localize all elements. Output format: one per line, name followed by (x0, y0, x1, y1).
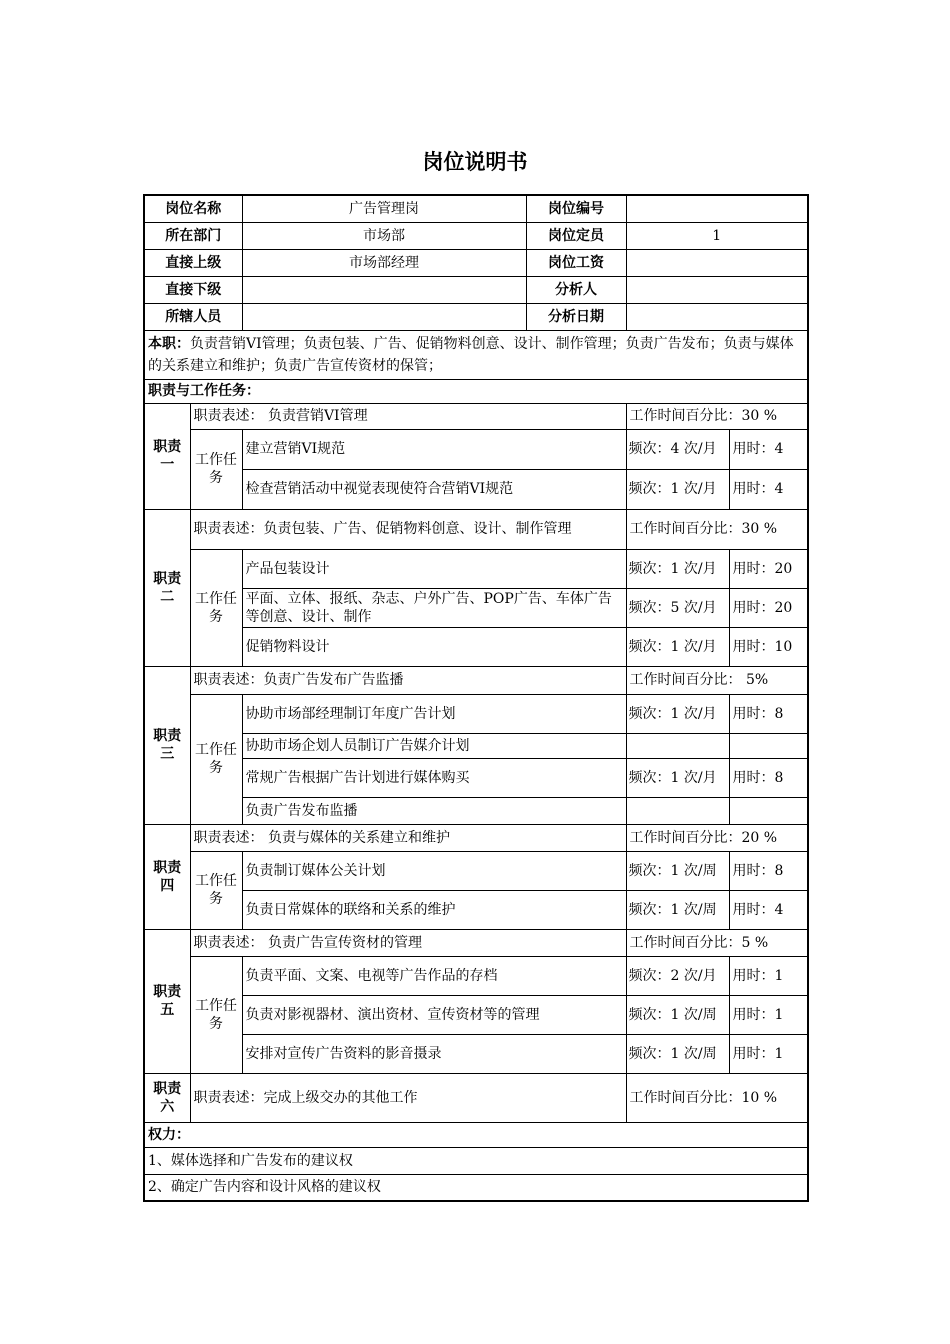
task-row (144, 995, 808, 1034)
task-row (144, 627, 808, 666)
powers-section-label: 权力： (144, 1122, 808, 1147)
duty-statement-row (144, 509, 808, 549)
duty-name (144, 824, 190, 929)
task-row (144, 694, 808, 733)
task-frequency: 频次：5 次/月 (626, 588, 729, 627)
task-text: 负责日常媒体的联络和关系的维护 (242, 890, 626, 929)
duties-section-label: 职责与工作任务： (144, 379, 808, 403)
duty-name-text: 职责一 (153, 439, 182, 473)
role-cell (144, 330, 808, 379)
header-row (144, 249, 808, 276)
position-no-label: 岗位编号 (526, 195, 626, 222)
task-text: 安排对宣传广告资料的影音摄录 (242, 1034, 626, 1073)
duty-statement-row (144, 929, 808, 956)
duty-time-pct: 工作时间百分比：5 % (626, 929, 808, 956)
duties-section-row (144, 379, 808, 403)
task-label: 工作任务 (190, 851, 242, 929)
task-duration (729, 797, 808, 824)
task-text: 协助市场部经理制订年度广告计划 (242, 694, 626, 733)
header-row (144, 195, 808, 222)
headcount-value: 1 (626, 222, 808, 249)
header-row (144, 276, 808, 303)
duty-time-pct: 工作时间百分比：30 % (626, 403, 808, 429)
power-row (144, 1147, 808, 1174)
analyst-value (626, 276, 808, 303)
task-frequency (626, 733, 729, 758)
analyst-label: 分析人 (526, 276, 626, 303)
power-item: 1、媒体选择和广告发布的建议权 (144, 1147, 808, 1174)
role-row (144, 330, 808, 379)
task-row (144, 469, 808, 509)
power-item: 2、确定广告内容和设计风格的建议权 (144, 1174, 808, 1201)
position-no-value (626, 195, 808, 222)
task-frequency: 频次：2 次/月 (626, 956, 729, 995)
task-text: 检查营销活动中视觉表现使符合营销VI规范 (242, 469, 626, 509)
duty-time-pct: 工作时间百分比：10 % (626, 1073, 808, 1122)
headcount-label: 岗位定员 (526, 222, 626, 249)
duty-statement-row (144, 1073, 808, 1122)
duty-time-pct: 工作时间百分比： 5% (626, 666, 808, 694)
duty-name-text: 职责二 (153, 570, 182, 605)
task-frequency (626, 797, 729, 824)
duty-statement: 职责表述：完成上级交办的其他工作 (190, 1073, 626, 1122)
task-frequency: 频次：1 次/周 (626, 1034, 729, 1073)
duty-time-pct: 工作时间百分比：30 % (626, 509, 808, 549)
task-duration: 用时：10 (729, 627, 808, 666)
header-row (144, 222, 808, 249)
duty-name (144, 403, 190, 509)
task-row (144, 588, 808, 627)
task-text: 负责广告发布监播 (242, 797, 626, 824)
task-duration: 用时：1 (729, 956, 808, 995)
task-row (144, 956, 808, 995)
date-value (626, 303, 808, 330)
task-row (144, 797, 808, 824)
task-duration: 用时：20 (729, 549, 808, 588)
salary-label: 岗位工资 (526, 249, 626, 276)
task-row (144, 890, 808, 929)
duty-statement: 职责表述： 负责广告宣传资材的管理 (190, 929, 626, 956)
department-value: 市场部 (242, 222, 526, 249)
power-row (144, 1174, 808, 1201)
task-duration: 用时：4 (729, 469, 808, 509)
task-row (144, 549, 808, 588)
duty-statement-row (144, 403, 808, 429)
task-text: 负责对影视器材、演出资材、宣传资材等的管理 (242, 995, 626, 1034)
duty-name (144, 509, 190, 666)
task-frequency: 频次：1 次/月 (626, 469, 729, 509)
task-text: 建立营销VI规范 (242, 429, 626, 469)
job-description-table (143, 194, 809, 1202)
task-frequency: 频次：1 次/周 (626, 851, 729, 890)
task-frequency: 频次：1 次/月 (626, 549, 729, 588)
duty-name-text: 职责四 (153, 859, 182, 894)
subordinate-label: 直接下级 (144, 276, 242, 303)
task-duration: 用时：1 (729, 995, 808, 1034)
position-name-value: 广告管理岗 (242, 195, 526, 222)
task-label: 工作任务 (190, 429, 242, 509)
task-duration: 用时：8 (729, 694, 808, 733)
date-label: 分析日期 (526, 303, 626, 330)
task-duration: 用时：8 (729, 851, 808, 890)
position-name-label: 岗位名称 (144, 195, 242, 222)
task-label: 工作任务 (190, 694, 242, 824)
task-frequency: 频次：1 次/月 (626, 627, 729, 666)
duty-name (144, 666, 190, 824)
duty-name (144, 1073, 190, 1122)
header-row (144, 303, 808, 330)
superior-value: 市场部经理 (242, 249, 526, 276)
task-frequency: 频次：1 次/月 (626, 758, 729, 797)
duty-statement: 职责表述： 负责与媒体的关系建立和维护 (190, 824, 626, 851)
task-duration: 用时：4 (729, 890, 808, 929)
salary-value (626, 249, 808, 276)
department-label: 所在部门 (144, 222, 242, 249)
superior-label: 直接上级 (144, 249, 242, 276)
role-label: 本职： (148, 335, 190, 352)
task-duration: 用时：20 (729, 588, 808, 627)
task-frequency: 频次：1 次/周 (626, 890, 729, 929)
duty-statement-row (144, 666, 808, 694)
duty-name-text: 职责三 (153, 728, 182, 762)
task-duration: 用时：1 (729, 1034, 808, 1073)
task-row (144, 733, 808, 758)
task-duration (729, 733, 808, 758)
duty-name-text: 职责六 (153, 1080, 182, 1115)
staff-value (242, 303, 526, 330)
task-frequency: 频次：1 次/月 (626, 694, 729, 733)
staff-label: 所辖人员 (144, 303, 242, 330)
task-text: 产品包装设计 (242, 549, 626, 588)
task-text: 负责制订媒体公关计划 (242, 851, 626, 890)
task-row (144, 429, 808, 469)
task-text: 平面、立体、报纸、杂志、户外广告、POP广告、车体广告等创意、设计、制作 (242, 588, 626, 627)
task-row (144, 851, 808, 890)
task-text: 常规广告根据广告计划进行媒体购买 (242, 758, 626, 797)
subordinate-value (242, 276, 526, 303)
duty-statement: 职责表述： 负责营销VI管理 (190, 403, 626, 429)
task-frequency: 频次：4 次/月 (626, 429, 729, 469)
task-label: 工作任务 (190, 956, 242, 1073)
duty-statement: 职责表述：负责广告发布广告监播 (190, 666, 626, 694)
task-row (144, 758, 808, 797)
duty-statement-row (144, 824, 808, 851)
page-title: 岗位说明书 (422, 150, 528, 174)
task-row (144, 1034, 808, 1073)
duty-name-text: 职责五 (153, 984, 182, 1018)
task-duration: 用时：8 (729, 758, 808, 797)
duty-name (144, 929, 190, 1073)
role-text: 负责营销VI管理；负责包装、广告、促销物料创意、设计、制作管理；负责广告发布；负责与媒体的关系建立和维护；负责广告宣传资材的保管； (148, 335, 794, 374)
duty-time-pct: 工作时间百分比：20 % (626, 824, 808, 851)
task-text: 协助市场企划人员制订广告媒介计划 (242, 733, 626, 758)
powers-section-row (144, 1122, 808, 1147)
task-duration: 用时：4 (729, 429, 808, 469)
task-text: 负责平面、文案、电视等广告作品的存档 (242, 956, 626, 995)
task-frequency: 频次：1 次/周 (626, 995, 729, 1034)
task-label: 工作任务 (190, 549, 242, 666)
duty-statement: 职责表述：负责包装、广告、促销物料创意、设计、制作管理 (190, 509, 626, 549)
task-text: 促销物料设计 (242, 627, 626, 666)
